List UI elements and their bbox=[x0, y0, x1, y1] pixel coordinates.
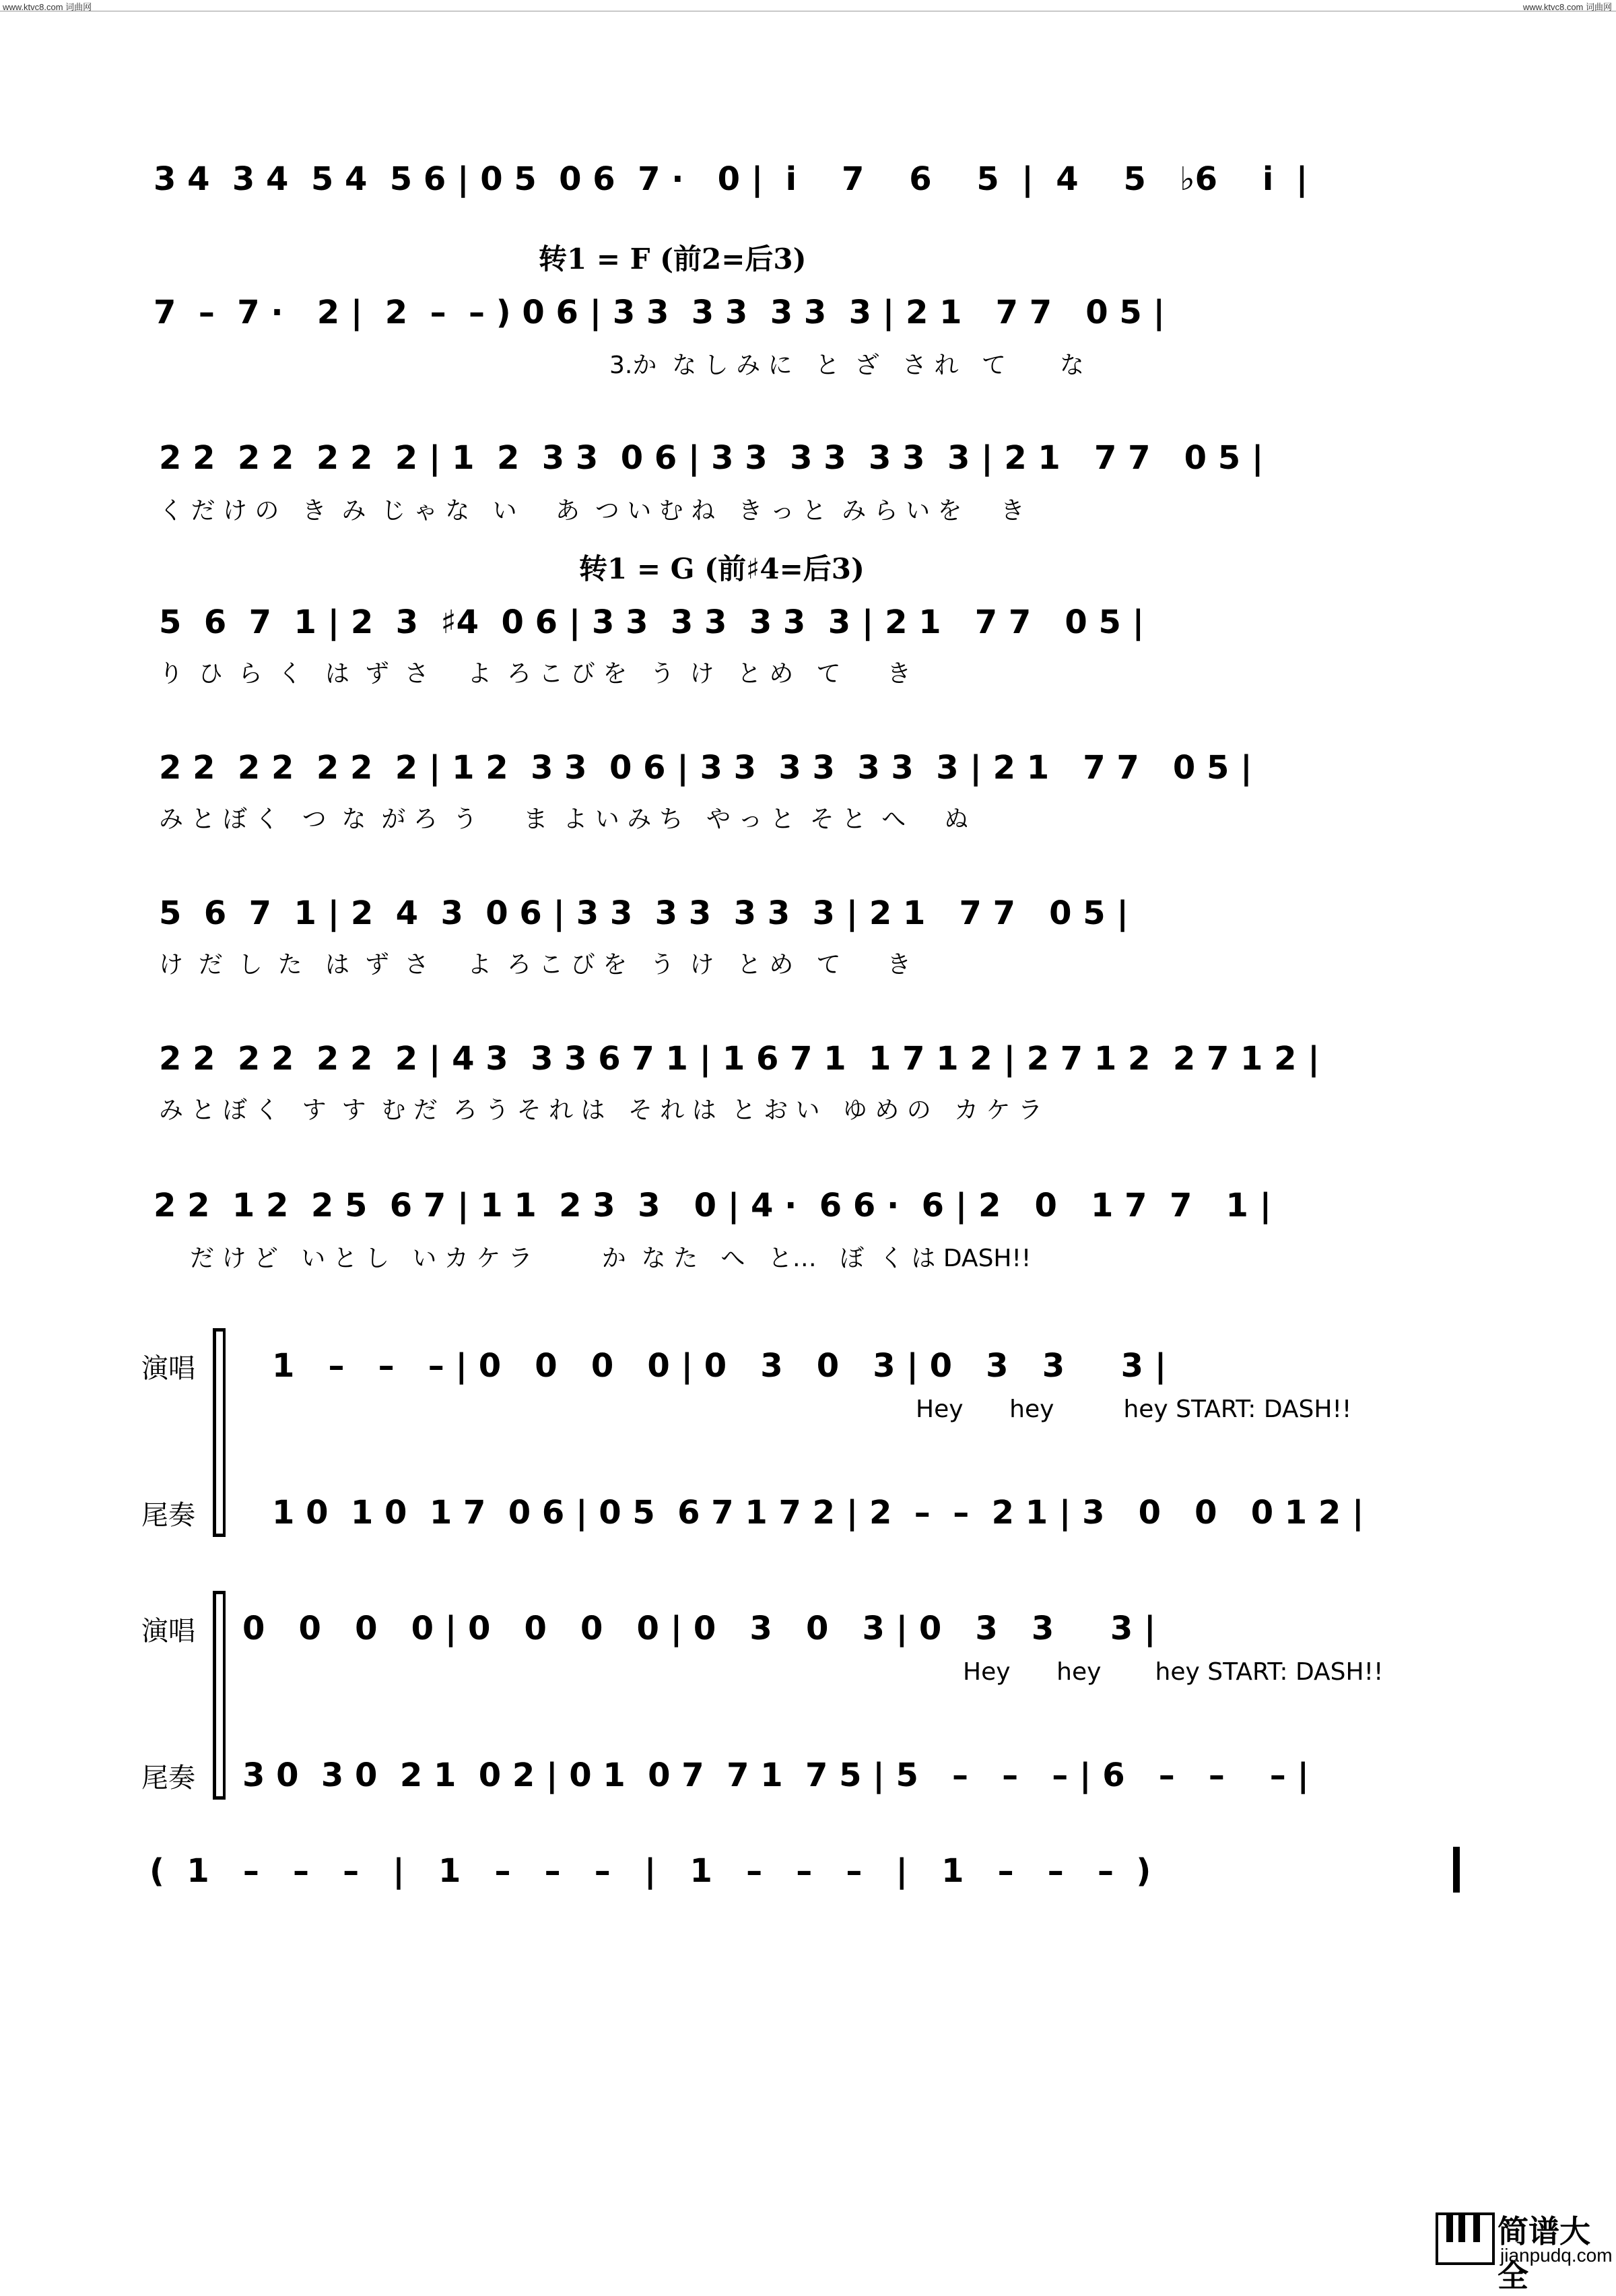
score-line-3-notes: 2 2 2 2 2 2 2 | 1 2 3 3 0 6 | 3 3 3 3 3 3 3 | 2 1 7 7 0 5 | bbox=[159, 439, 1264, 477]
final-barline bbox=[1453, 1847, 1460, 1893]
score-line-7-notes: 2 2 2 2 2 2 2 | 4 3 3 3 6 7 1 | 1 6 7 1 1 7 1 2 | 2 7 1 2 2 7 1 2 | bbox=[159, 1040, 1320, 1078]
score-line-4-lyrics: り ひ ら く は ず さ よ ろ こ び を う け と め て き bbox=[159, 660, 912, 688]
system-2-voice-notes: 0 0 0 0 | 0 0 0 0 | 0 3 0 3 | 0 3 3 3 | bbox=[242, 1610, 1156, 1647]
score-line-6-lyrics: け だ し た は ず さ よ ろ こ び を う け と め て き bbox=[159, 951, 912, 979]
score-line-1-notes: 3 4 3 4 5 4 5 6 | 0 5 0 6 7 · 0 | i 7 6 5 | 4 5 ♭6 i | bbox=[154, 160, 1308, 198]
score-line-2-lyrics: 3.か な し み に と ざ さ れ て な bbox=[609, 352, 1084, 379]
piano-keys-icon bbox=[1436, 2212, 1495, 2265]
score-line-4-notes: 5 6 7 1 | 2 3 ♯4 0 6 | 3 3 3 3 3 3 3 | 2 1 7 7 0 5 | bbox=[159, 603, 1145, 641]
system-2-brace bbox=[213, 1591, 226, 1800]
system-2-voice-lyrics: Hey hey hey START: DASH!! bbox=[963, 1658, 1384, 1686]
key-change-g: 转1 = G (前♯4=后3) bbox=[579, 552, 865, 585]
score-line-3-lyrics: く だ け の き み じ ゃ な い あ つ い む ね き っ と み ら い を き bbox=[159, 497, 1025, 525]
system-1-voice-lyrics: Hey hey hey START: DASH!! bbox=[916, 1396, 1352, 1423]
system-1-tail-label: 尾奏 bbox=[141, 1500, 195, 1531]
system-1-voice-label: 演唱 bbox=[141, 1353, 195, 1384]
score-ending-notes: ( 1 – – – | 1 – – – | 1 – – – | 1 – – – ) bbox=[149, 1852, 1151, 1890]
system-1-tail-notes: 1 0 1 0 1 7 0 6 | 0 5 6 7 1 7 2 | 2 – – 2 1 | 3 0 0 0 1 2 | bbox=[272, 1494, 1364, 1532]
score-line-5-notes: 2 2 2 2 2 2 2 | 1 2 3 3 0 6 | 3 3 3 3 3 3 3 | 2 1 7 7 0 5 | bbox=[159, 749, 1252, 787]
system-1-voice-notes: 1 – – – | 0 0 0 0 | 0 3 0 3 | 0 3 3 3 | bbox=[272, 1347, 1167, 1385]
system-2-voice-label: 演唱 bbox=[141, 1616, 195, 1647]
score-line-5-lyrics: み と ぼ く つ な が ろ う ま よ い み ち や っ と そ と へ ぬ bbox=[159, 806, 969, 833]
logo-site: jianpudq.com bbox=[1500, 2245, 1613, 2266]
system-1-brace bbox=[213, 1328, 226, 1537]
score-line-6-notes: 5 6 7 1 | 2 4 3 0 6 | 3 3 3 3 3 3 3 | 2 1 7 7 0 5 | bbox=[159, 894, 1129, 932]
system-2-tail-label: 尾奏 bbox=[141, 1763, 195, 1794]
score-line-8-notes: 2 2 1 2 2 5 6 7 | 1 1 2 3 3 0 | 4 · 6 6 · 6 | 2 0 1 7 7 1 | bbox=[154, 1187, 1272, 1224]
score-line-8-lyrics: だ け ど い と し い カ ケ ラ か な た へ と… ぼ く は DASH!! bbox=[190, 1245, 1032, 1272]
system-2-tail-notes: 3 0 3 0 2 1 0 2 | 0 1 0 7 7 1 7 5 | 5 – – – | 6 – – – | bbox=[242, 1757, 1309, 1794]
site-logo bbox=[1436, 2204, 1613, 2294]
score-line-2-notes: 7 – 7 · 2 | 2 – – ) 0 6 | 3 3 3 3 3 3 3 | 2 1 7 7 0 5 | bbox=[154, 294, 1166, 331]
key-change-f: 转1 = F (前2=后3) bbox=[539, 242, 807, 275]
header-site-right: www.ktvc8.com 词曲网 bbox=[1522, 2, 1612, 12]
score-line-7-lyrics: み と ぼ く す す む だ ろ う そ れ は そ れ は と お い ゆ め の カ ケ ラ bbox=[159, 1096, 1042, 1124]
header-site-left: www.ktvc8.com 词曲网 bbox=[3, 2, 92, 12]
logo-title: 简谱大全 bbox=[1497, 2213, 1590, 2294]
